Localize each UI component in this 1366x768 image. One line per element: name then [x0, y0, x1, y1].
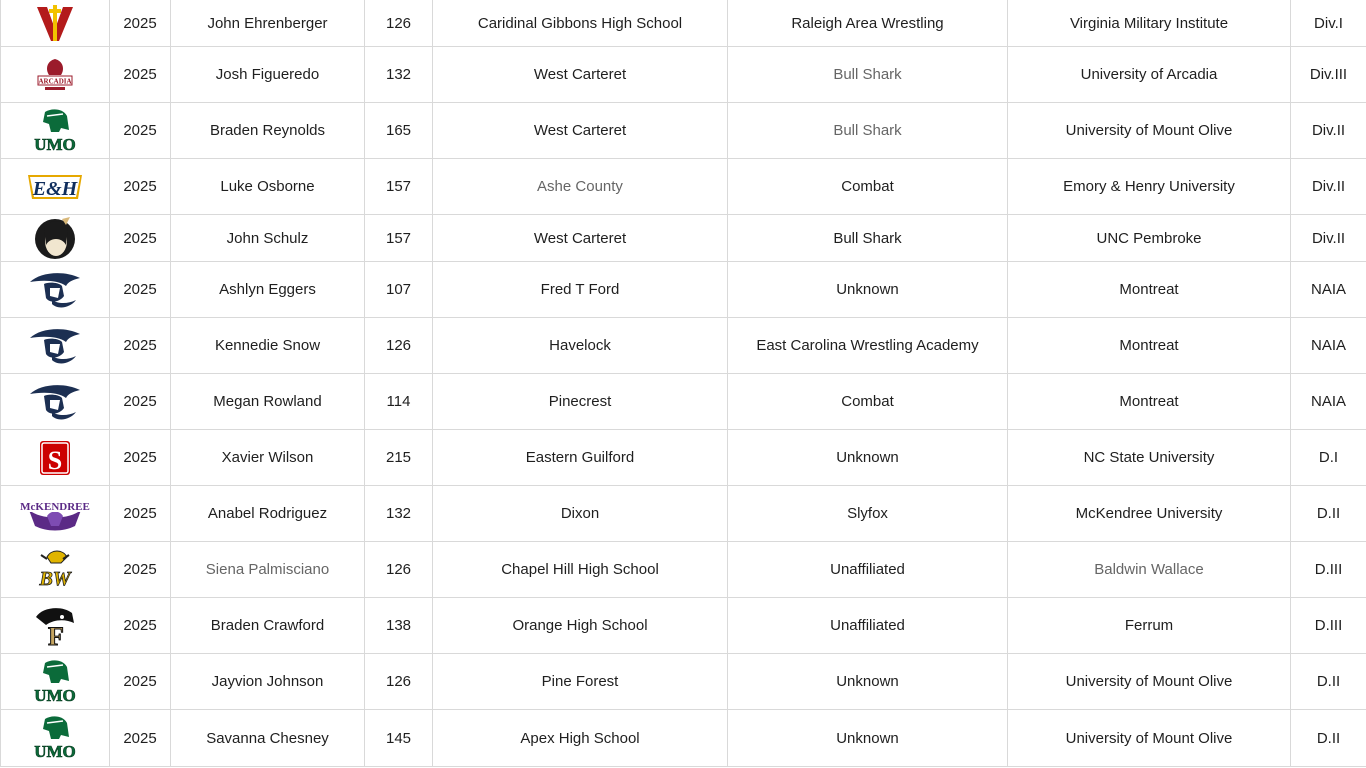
cell-division: Div.II	[1291, 215, 1366, 262]
svg-text:UMO: UMO	[34, 685, 76, 705]
cell-college: University of Mount Olive	[1008, 654, 1291, 710]
cell-division: Div.III	[1291, 47, 1366, 103]
mckendree-logo	[1, 496, 109, 532]
college-logo-cell	[1, 654, 110, 710]
cell-college: UNC Pembroke	[1008, 215, 1291, 262]
svg-text:McKENDREE: McKENDREE	[20, 500, 90, 513]
cell-year: 2025	[110, 215, 171, 262]
montreat-cavalier-logo	[1, 268, 109, 312]
cell-school: Havelock	[433, 318, 728, 374]
cell-year: 2025	[110, 430, 171, 486]
montreat-cavalier-logo	[1, 380, 109, 424]
cell-division: D.III	[1291, 598, 1366, 654]
table-row	[1, 430, 1366, 486]
table-row	[1, 710, 1366, 767]
cell-school: Pine Forest	[433, 654, 728, 710]
cell-club: Unaffiliated	[728, 542, 1008, 598]
cell-club: Slyfox	[728, 486, 1008, 542]
cell-college: Montreat	[1008, 318, 1291, 374]
cell-club: East Carolina Wrestling Academy	[728, 318, 1008, 374]
svg-text:S: S	[47, 445, 63, 475]
svg-text:ARCADIA: ARCADIA	[38, 77, 72, 85]
cell-year: 2025	[110, 374, 171, 430]
vmi-logo	[1, 3, 109, 43]
table-row	[1, 47, 1366, 103]
cell-year: 2025	[110, 318, 171, 374]
cell-name: Anabel Rodriguez	[171, 486, 365, 542]
cell-name: Braden Crawford	[171, 598, 365, 654]
cell-school: Caridinal Gibbons High School	[433, 0, 728, 47]
cell-name: Savanna Chesney	[171, 710, 365, 767]
cell-division: D.II	[1291, 710, 1366, 767]
college-logo-cell	[1, 215, 110, 262]
college-logo-cell	[1, 103, 110, 159]
cell-name: Siena Palmisciano	[171, 542, 365, 598]
cell-year: 2025	[110, 0, 171, 47]
college-logo-cell	[1, 710, 110, 767]
cell-division: D.II	[1291, 486, 1366, 542]
cell-school: Ashe County	[433, 159, 728, 215]
cell-year: 2025	[110, 710, 171, 767]
cell-school: Pinecrest	[433, 374, 728, 430]
cell-school: Eastern Guilford	[433, 430, 728, 486]
cell-name: Luke Osborne	[171, 159, 365, 215]
arcadia-knights-logo	[1, 57, 109, 93]
table-row	[1, 598, 1366, 654]
table-row	[1, 654, 1366, 710]
cell-weight: 157	[365, 159, 433, 215]
cell-year: 2025	[110, 47, 171, 103]
cell-school: West Carteret	[433, 47, 728, 103]
college-logo-cell	[1, 159, 110, 215]
cell-name: Megan Rowland	[171, 374, 365, 430]
table-row	[1, 0, 1366, 47]
cell-weight: 126	[365, 654, 433, 710]
table-row	[1, 542, 1366, 598]
svg-text:E&H: E&H	[32, 177, 78, 200]
cell-division: D.II	[1291, 654, 1366, 710]
cell-club: Unknown	[728, 710, 1008, 767]
cell-school: Chapel Hill High School	[433, 542, 728, 598]
college-logo-cell	[1, 47, 110, 103]
cell-year: 2025	[110, 103, 171, 159]
cell-weight: 138	[365, 598, 433, 654]
emory-henry-logo	[1, 171, 109, 203]
college-logo-cell	[1, 318, 110, 374]
cell-college: Baldwin Wallace	[1008, 542, 1291, 598]
cell-weight: 107	[365, 262, 433, 318]
cell-club: Combat	[728, 159, 1008, 215]
cell-division: NAIA	[1291, 318, 1366, 374]
table-row	[1, 262, 1366, 318]
cell-school: Orange High School	[433, 598, 728, 654]
cell-weight: 126	[365, 542, 433, 598]
svg-text:UMO: UMO	[34, 742, 76, 761]
cell-division: Div.II	[1291, 159, 1366, 215]
cell-division: NAIA	[1291, 374, 1366, 430]
college-logo-cell	[1, 262, 110, 318]
svg-text:UMO: UMO	[34, 134, 76, 154]
college-logo-cell	[1, 0, 110, 47]
cell-name: John Schulz	[171, 215, 365, 262]
cell-division: D.III	[1291, 542, 1366, 598]
cell-club: Combat	[728, 374, 1008, 430]
cell-college: University of Mount Olive	[1008, 103, 1291, 159]
cell-club: Unknown	[728, 262, 1008, 318]
college-logo-cell	[1, 598, 110, 654]
cell-weight: 165	[365, 103, 433, 159]
cell-club: Bull Shark	[728, 103, 1008, 159]
cell-weight: 215	[365, 430, 433, 486]
college-logo-cell	[1, 542, 110, 598]
cell-club: Unknown	[728, 430, 1008, 486]
svg-text:F: F	[48, 621, 64, 647]
cell-weight: 157	[365, 215, 433, 262]
table-body	[1, 0, 1366, 767]
table-row	[1, 318, 1366, 374]
cell-year: 2025	[110, 654, 171, 710]
cell-school: Fred T Ford	[433, 262, 728, 318]
cell-name: Xavier Wilson	[171, 430, 365, 486]
nc-state-logo	[1, 439, 109, 477]
cell-college: Emory & Henry University	[1008, 159, 1291, 215]
cell-school: Apex High School	[433, 710, 728, 767]
cell-division: Div.I	[1291, 0, 1366, 47]
cell-name: Josh Figueredo	[171, 47, 365, 103]
cell-college: Ferrum	[1008, 598, 1291, 654]
unc-pembroke-logo	[1, 215, 109, 261]
cell-year: 2025	[110, 159, 171, 215]
svg-text:BW: BW	[39, 567, 71, 590]
cell-school: West Carteret	[433, 215, 728, 262]
cell-division: Div.II	[1291, 103, 1366, 159]
table-row	[1, 103, 1366, 159]
cell-name: Ashlyn Eggers	[171, 262, 365, 318]
cell-weight: 126	[365, 0, 433, 47]
cell-club: Unknown	[728, 654, 1008, 710]
baldwin-wallace-logo	[1, 549, 109, 591]
cell-weight: 132	[365, 47, 433, 103]
cell-club: Bull Shark	[728, 215, 1008, 262]
cell-club: Raleigh Area Wrestling	[728, 0, 1008, 47]
cell-college: University of Mount Olive	[1008, 710, 1291, 767]
cell-school: Dixon	[433, 486, 728, 542]
cell-club: Bull Shark	[728, 47, 1008, 103]
cell-college: Virginia Military Institute	[1008, 0, 1291, 47]
cell-weight: 126	[365, 318, 433, 374]
ferrum-panther-logo	[1, 605, 109, 647]
table-row	[1, 159, 1366, 215]
montreat-cavalier-logo	[1, 324, 109, 368]
table-row	[1, 374, 1366, 430]
umo-spartan-logo	[1, 108, 109, 154]
cell-school: West Carteret	[433, 103, 728, 159]
college-logo-cell	[1, 430, 110, 486]
umo-spartan-logo	[1, 715, 109, 761]
cell-year: 2025	[110, 542, 171, 598]
cell-college: University of Arcadia	[1008, 47, 1291, 103]
cell-year: 2025	[110, 486, 171, 542]
cell-weight: 145	[365, 710, 433, 767]
cell-college: NC State University	[1008, 430, 1291, 486]
table-row	[1, 486, 1366, 542]
cell-name: John Ehrenberger	[171, 0, 365, 47]
cell-college: Montreat	[1008, 374, 1291, 430]
cell-division: D.I	[1291, 430, 1366, 486]
cell-college: Montreat	[1008, 262, 1291, 318]
cell-club: Unaffiliated	[728, 598, 1008, 654]
cell-weight: 132	[365, 486, 433, 542]
cell-weight: 114	[365, 374, 433, 430]
table-row	[1, 215, 1366, 262]
cell-year: 2025	[110, 598, 171, 654]
cell-name: Kennedie Snow	[171, 318, 365, 374]
college-logo-cell	[1, 374, 110, 430]
cell-division: NAIA	[1291, 262, 1366, 318]
cell-year: 2025	[110, 262, 171, 318]
cell-name: Jayvion Johnson	[171, 654, 365, 710]
cell-college: McKendree University	[1008, 486, 1291, 542]
cell-name: Braden Reynolds	[171, 103, 365, 159]
umo-spartan-logo	[1, 659, 109, 705]
college-logo-cell	[1, 486, 110, 542]
